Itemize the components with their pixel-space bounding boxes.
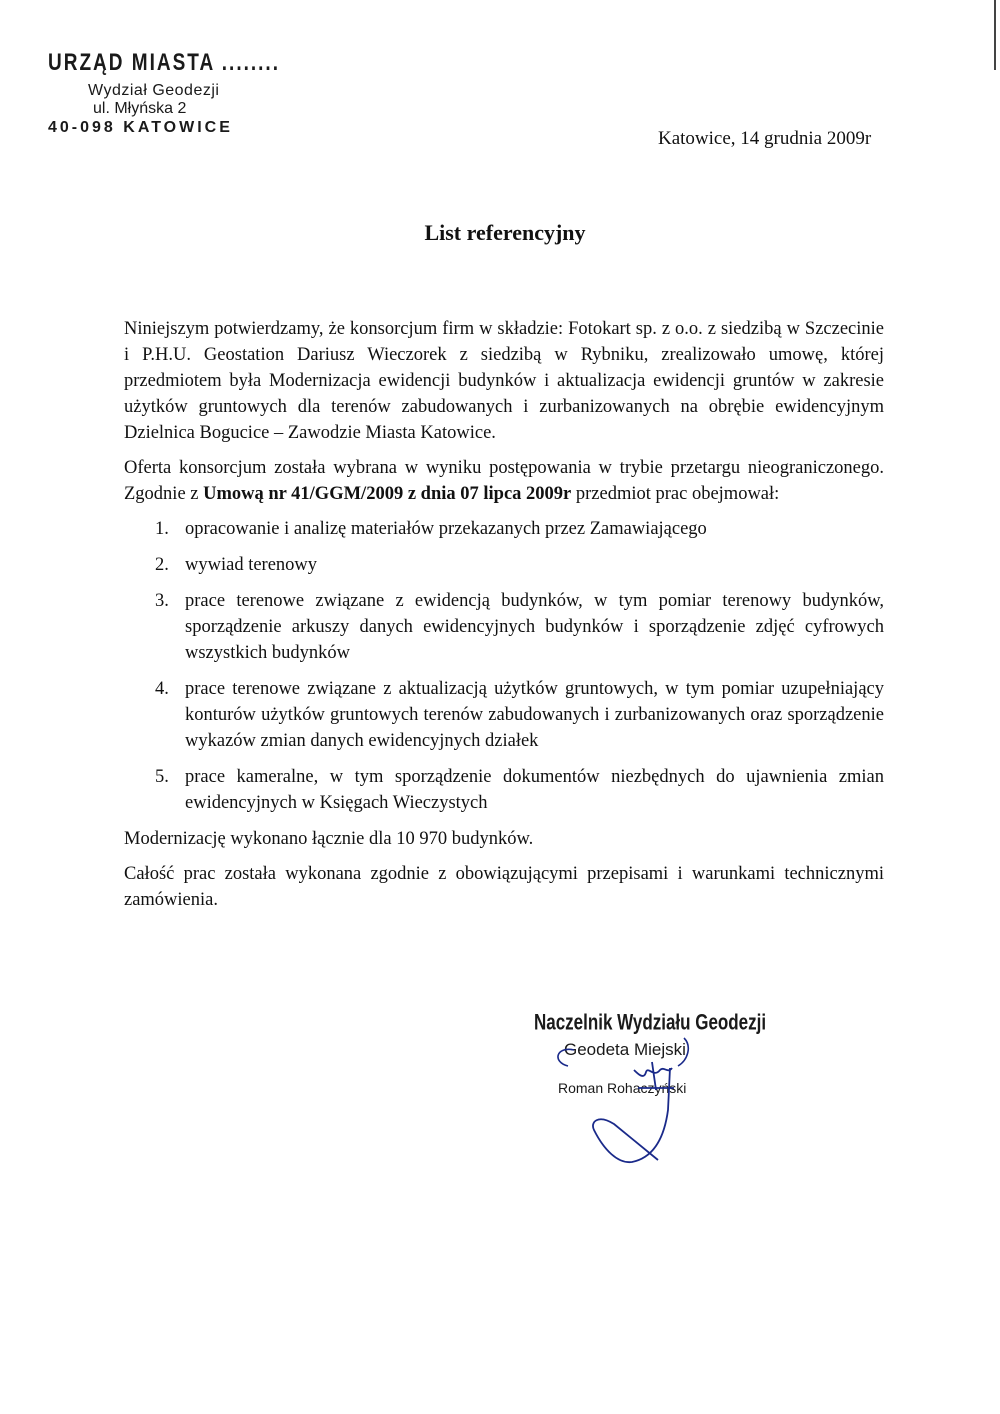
list-item xyxy=(124,552,884,578)
signatory-name: Roman Rohaczyński xyxy=(558,1080,687,1096)
list-item xyxy=(124,764,884,816)
letter-body xyxy=(124,316,884,922)
list-item-number: 2. xyxy=(155,555,169,575)
list-item-text: wywiad terenowy xyxy=(185,555,318,575)
list-item-number: 4. xyxy=(155,679,169,699)
list-item xyxy=(124,516,884,542)
list-item-number: 3. xyxy=(155,591,169,611)
list-item xyxy=(124,676,884,754)
list-item-text: prace terenowe związane z aktualizacją użytków gruntowych, w tym pomiar uzupełniający konturów użytków gruntowych terenów zabudowanych i zurbanizowanych oraz sporządzenie wykazów zmian danych ewidencyjnych działek xyxy=(185,679,884,751)
signature-block xyxy=(534,1010,767,1170)
date-line: Katowice, 14 grudnia 2009r xyxy=(658,128,872,149)
stamp-department: Wydział Geodezji xyxy=(88,82,220,99)
paragraph-offer-intro: Oferta konsorcjum została wybrana w wyniku postępowania w trybie przetargu nieograniczonego. Zgodnie z xyxy=(124,458,884,504)
list-item-text: opracowanie i analizę materiałów przekazanych przez Zamawiającego xyxy=(185,519,707,539)
page-edge-line xyxy=(994,0,996,70)
list-item xyxy=(124,588,884,666)
handwritten-signature xyxy=(534,1010,754,1170)
stamp-office-name: URZĄD MIASTA ........ xyxy=(48,50,280,77)
contract-reference: Umową nr 41/GGM/2009 z dnia 07 lipca 2009r xyxy=(203,484,572,504)
list-item-number: 5. xyxy=(155,767,169,787)
paragraph-offer xyxy=(124,455,884,507)
paragraph-offer-end: przedmiot prac obejmował: xyxy=(571,484,780,504)
document-title: List referencyjny xyxy=(424,220,586,245)
signatory-title: Naczelnik Wydziału Geodezji xyxy=(534,1010,767,1035)
paragraph-compliance: Całość prac została wykonana zgodnie z obowiązującymi przepisami i warunkami technicznymi zamówienia. xyxy=(124,864,884,910)
office-stamp xyxy=(48,50,328,137)
paragraph-confirmation: Niniejszym potwierdzamy, że konsorcjum firm w składzie: Fotokart sp. z o.o. z siedzibą w Szczecinie i P.H.U. Geostation Dariusz Wieczorek z siedzibą w Rybniku, zrealizowało umowę, której przedmiotem była Modernizacja ewidencji budynków i aktualizacja ewidencji gruntów w zakresie użytków gruntowych dla terenów zabudowanych i zurbanizowanych na obrębie ewidencyjnym Dzielnica Bogucice – Zawodzie Miasta Katowice. xyxy=(124,319,884,443)
stamp-street: ul. Młyńska 2 xyxy=(93,100,187,117)
list-item-text: prace kameralne, w tym sporządzenie dokumentów niezbędnych do ujawnienia zmian ewidencyjnych w Księgach Wieczystych xyxy=(185,767,884,813)
signatory-role: Geodeta Miejski xyxy=(564,1040,686,1059)
paragraph-building-count: Modernizację wykonano łącznie dla 10 970 budynków. xyxy=(124,829,534,849)
stamp-city: 40-098 KATOWICE xyxy=(48,119,233,136)
scope-list xyxy=(124,516,884,816)
list-item-number: 1. xyxy=(155,519,169,539)
list-item-text: prace terenowe związane z ewidencją budynków, w tym pomiar terenowy budynków, sporządzenie arkuszy danych ewidencyjnych budynków i sporządzenie zdjęć cyfrowych wszystkich budynków xyxy=(185,591,884,663)
